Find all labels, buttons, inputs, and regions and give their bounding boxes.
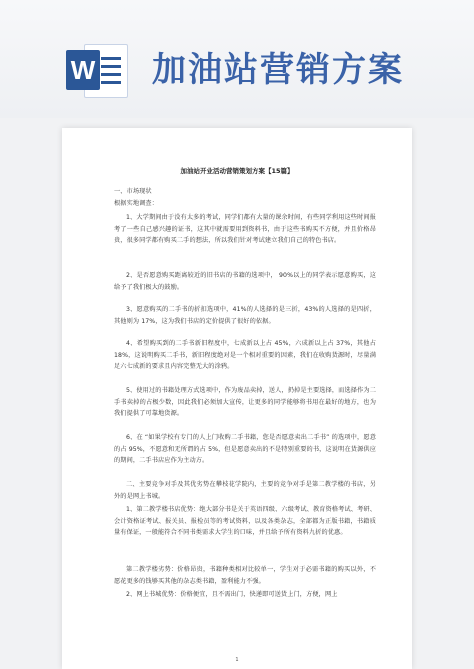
paragraph: 2、网上书城优势：价格便宜，且不需出门，快递即可送货上门，方便，网上 [126,591,338,598]
paragraph: 二、主要竞争对手及其优劣势在攀枝花学院内，主要的竞争对手是第二教学楼的书店，另外的是网上书城。 [114,481,376,500]
word-w-badge: W [66,50,100,90]
paragraph: 4、希望购买到的二手书新旧程度中，七成新以上占 45%，六成新以上占 37%，其他占 18%，这说明购买二手书，新旧程度绝对是一个相对重要的因素，我们在收购货源时，尽量满足六七成新的要求且内容完整无大的涂鸦。 [114,340,376,370]
page-number: 1 [235,657,239,663]
word-doc-icon [66,40,130,100]
section-heading-market: 一、市场现状 [114,188,152,195]
document-page [62,128,412,669]
paragraph: 6、在 “如果学校有专门的人上门收购二手书籍，您是否愿意卖出二手书” 的选项中，愿意的占 95%，不愿意和无所谓的占 5%，但是愿意卖出的不是特别重要的书，这说明在货源供应的期间，二手书店应作为主动方。 [114,434,376,464]
document-title: 加油站开业活动营销策划方案【15篇】 [180,167,294,175]
paragraph: 5、使用过的书籍处理方式选项中，作为废品卖掉，送人，扔掉是主要选择，而选择作为二手书卖掉的占极少数，因此我们必须加大宣传，让更多的同学能够将书用在最好的地方，也为我们提供了可靠地货源。 [114,387,376,417]
banner [0,0,474,118]
paragraph: 2、是否愿意购买距离较近的旧书店的书籍的选项中， 90%以上的同学表示愿意购买，这给予了我们极大的鼓励。 [114,272,376,291]
paragraph: 1、大学期间由于没有太多的考试，同学们都有大量的课余时间，有些同学利用这些时间报考了一些自己感兴趣的证书，这其中就需要用到资料书，由于这些书购买不方便，并且价格昂贵，很多同学都有购买二手的想法，所以我们针对考试建立我们自己的特色书店。 [114,214,376,244]
banner-title: 加油站营销方案 [152,50,404,90]
paragraph: 3、愿意购买的二手书的折扣选项中，41%的人选择的是三折，43%的人选择的是四折，其他则为 17%，这为我们书店的定价提供了很好的依据。 [114,306,376,325]
paragraph: 第二教学楼劣势：价格昂贵，书籍种类相对比较单一，学生对于必需书籍的购买以外，不愿花更多的钱够买其他的杂志类书籍，盈利能力不强。 [114,566,376,585]
paragraph: 根据实地调查： [114,200,159,207]
paragraph: 1、第二教学楼书店优势：绝大部分书是关于英语四级、六级考试、教育资格考试、考研、会计资格证考试、报关员、报检员等的考试资料，以及各类杂志，全部都为正版书籍，书籍质量有保证，一般能符合不同书类需求大学生的口味，并且给予所有资料九折的优惠。 [114,506,376,536]
